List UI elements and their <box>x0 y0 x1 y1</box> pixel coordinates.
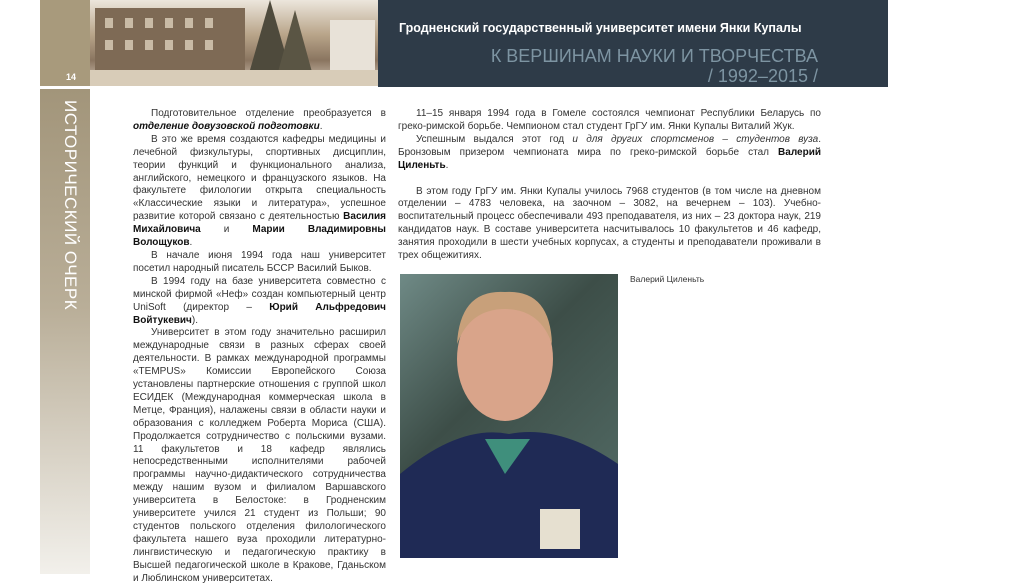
left-text-column <box>133 108 386 586</box>
paragraph <box>133 108 386 134</box>
header-bar <box>378 0 888 87</box>
paragraph <box>133 276 386 328</box>
paragraph <box>133 327 386 585</box>
paragraph <box>133 250 386 276</box>
paragraph <box>398 134 821 173</box>
text-run: и <box>200 224 253 236</box>
page-number: 14 <box>66 72 77 82</box>
text-run: . Бронзовым призером чемпионата мира по греко-римской борьбе стал <box>398 133 821 158</box>
text-run: В 1994 году на базе университета совместно с минской фирмой «Неф» создан компьютерный центр UniSoft (директор – <box>133 275 386 313</box>
emphasized-text: Юрий Альфредович Войтукевич <box>133 301 386 326</box>
emphasized-text: и для других спортсменов – студентов вуза <box>572 133 819 145</box>
emphasized-text: Валерий Циленьть <box>398 146 821 171</box>
text-run: Успешным выдался этот год <box>416 133 573 145</box>
text-run: 11–15 января 1994 года в Гомеле состоялся чемпионат Республики Беларусь по греко-римской борьбе. Чемпионом стал студент ГрГУ им. Янки Купалы Виталий Жук. <box>398 108 821 132</box>
text-run: В этом году ГрГУ им. Янки Купалы училось 7968 студентов (в том числе на дневном отделении – 4783 человека, на заочном – 3082, на вечернем – 103). Учебно-воспитательный процесс обеспечивали 493 преподавателя, из них – 23 доктора наук, 219 кандидатов наук. В составе университета насчитывалось 10 факультетов и 46 кафедр, занятия проходили в шести учебных корпусах, а студенты и преподаватели проживали в трех общежитиях. <box>398 185 821 262</box>
book-years: / 1992–2015 / <box>707 66 818 86</box>
emphasized-text: отделение довузовской подготовки <box>133 120 320 132</box>
page-number-band <box>40 0 90 86</box>
portrait-photo <box>400 274 618 558</box>
paragraph <box>398 108 821 134</box>
emphasized-text: Василия Михайловича <box>133 211 386 236</box>
right-text-column <box>398 108 821 263</box>
text-run: В начале июня 1994 года наш университет посетил народный писатель БССР Василий Быков. <box>133 249 386 274</box>
text-run: . <box>189 237 193 249</box>
paragraph <box>133 134 386 250</box>
book-title: К ВЕРШИНАМ НАУКИ И ТВОРЧЕСТВА <box>490 46 818 66</box>
university-name: Гродненский государственный университет имени Янки Купалы <box>399 21 802 35</box>
emphasized-text: Марии Владимировны Волощуков <box>133 224 386 249</box>
text-run: . <box>319 120 323 132</box>
section-title-vertical: ИСТОРИЧЕСКИЙ ОЧЕРК <box>61 100 80 311</box>
text-run: . <box>445 159 449 171</box>
text-run: В это же время создаются кафедры медицины и лечебной физкультуры, спортивных дисциплин, теории функций и функционального анализа, английского, немецкого и французского языков. На факультете филологии открыта специальность «Классические языки и литература», успешное развитие которой связано с деятельностью <box>133 133 386 223</box>
text-run: Университет в этом году значительно расширил международные связи в разных сферах своей деятельности. В рамках международной программы «TEMPUS» Комиссии Европейского Союза установлены партнерские отношения с группой школ ЕСИДЕК (Международная коммерческая школа в Метце, Франция), налажены связи в области науки и образования с колледжем Роберта Мориса (США). Продолжается сотрудничество с польскими вузами. 11 факультетов и 18 кафедр являлись непосредственными исполнителями рабочей программы научно-дидактического сотрудничества между нашим вузом и филиалом Варшавского университета в Белостоке: в Гродненским университете учился 21 студент из Польши; 90 студентов польского отделения филологического факультета нашего вуза проходили литературно-лингвистическую и педагогическую практику в Высшей педагогической школе в Кракове, Гданьском и Люблинском университетах. <box>133 327 386 584</box>
photo-caption: Валерий Циленьть <box>630 274 705 284</box>
campus-photo <box>90 0 378 86</box>
text-run: ). <box>191 314 198 326</box>
paragraph <box>398 186 821 263</box>
text-run: Подготовительное отделение преобразуется в <box>151 108 386 119</box>
